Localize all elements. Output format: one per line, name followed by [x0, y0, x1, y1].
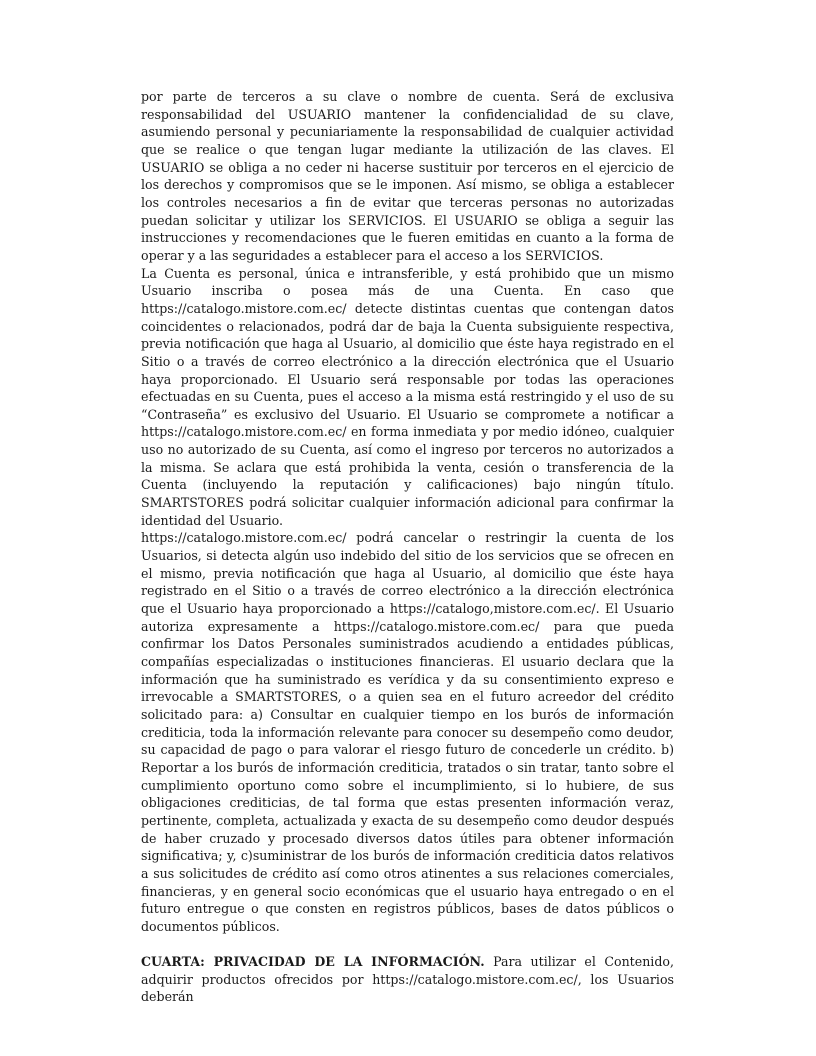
section-text: Para utilizar el Contenido, adquirir productos ofrecidos por https://catalogo.mistore.com.ec/, los Usuarios deberán — [141, 954, 674, 1005]
paragraph-spacer — [141, 936, 674, 954]
paragraph-account-personal: La Cuenta es personal, única e intransferible, y está prohibido que un mismo Usuario inscriba o posea más de una Cuenta. En caso que https://catalogo.mistore.com.ec/ detecte distintas cuentas que contengan datos coincidentes o relacionados, podrá dar de baja la Cuenta subsiguiente respectiva, previa notificación que haga al Usuario, al domicilio que éste haya registrado en el Sitio o a través de correo electrónico a la dirección electrónica que el Usuario haya proporcionado. El Usuario será responsable por todas las operaciones efectuadas en su Cuenta, pues el acceso a la misma está restringido y el uso de su “Contraseña” es exclusivo del Usuario. El Usuario se compromete a notificar a https://catalogo.mistore.com.ec/ en forma inmediata y por medio idóneo, cualquier uso no autorizado de su Cuenta, así como el ingreso por terceros no autorizados a la misma. Se aclara que está prohibida la venta, cesión o transferencia de la Cuenta (incluyendo la reputación y calificaciones) bajo ningún título. SMARTSTORES podrá solicitar cualquier información adicional para confirmar la identidad del Usuario. — [141, 265, 674, 528]
paragraph-account-password: por parte de terceros a su clave o nombre de cuenta. Será de exclusiva responsabilidad del USUARIO mantener la confidencialidad de su clave, asumiendo personal y pecuniariamente la responsabilidad de cualquier actividad que se realice o que tengan lugar mediante la utilización de las claves. El USUARIO se obliga a no ceder ni hacerse sustituir por terceros en el ejercicio de los derechos y compromisos que se le imponen. Así mismo, se obliga a establecer los controles necesarios a fin de evitar que terceras personas no autorizadas puedan solicitar y utilizar los SERVICIOS. El USUARIO se obliga a seguir las instrucciones y recomendaciones que le fueren emitidas en cuanto a la forma de operar y a las seguridades a establecer para el acceso a los SERVICIOS. — [141, 89, 674, 263]
document-body — [141, 88, 674, 1006]
paragraph-account-cancellation: https://catalogo.mistore.com.ec/ podrá cancelar o restringir la cuenta de los Usuarios, si detecta algún uso indebido del sitio de los servicios que se ofrecen en el mismo, previa notificación que haga al Usuario, al domicilio que éste haya registrado en el Sitio o a través de correo electrónico a la dirección electrónica que el Usuario haya proporcionado a https://catalogo,mistore.com.ec/. El Usuario autoriza expresamente a https://catalogo.mistore.com.ec/ para que pueda confirmar los Datos Personales suministrados acudiendo a entidades públicas, compañías especializadas o instituciones financieras. El usuario declara que la información que ha suministrado es verídica y da su consentimiento expreso e irrevocable a SMARTSTORES, o a quien sea en el futuro acreedor del crédito solicitado para: a) Consultar en cualquier tiempo en los burós de información crediticia, toda la información relevante para conocer su desempeño como deudor, su capacidad de pago o para valorar el riesgo futuro de concederle un crédito. b) Reportar a los burós de información crediticia, tratados o sin tratar, tanto sobre el cumplimiento oportuno como sobre el incumplimiento, si lo hubiere, de sus obligaciones crediticias, de tal forma que estas presenten información veraz, pertinente, completa, actualizada y exacta de su desempeño como deudor después de haber cruzado y procesado diversos datos útiles para obtener información significativa; y, c)suministrar de los burós de información crediticia datos relativos a sus solicitudes de crédito así como otros atinentes a sus relaciones comerciales, financieras, y en general socio económicas que el usuario haya entregado o en el futuro entregue o que consten en registros públicos, bases de datos públicos o documentos públicos. — [141, 530, 674, 934]
section-heading: CUARTA: PRIVACIDAD DE LA INFORMACIÓN. — [141, 954, 485, 970]
section-privacy — [141, 953, 674, 1006]
